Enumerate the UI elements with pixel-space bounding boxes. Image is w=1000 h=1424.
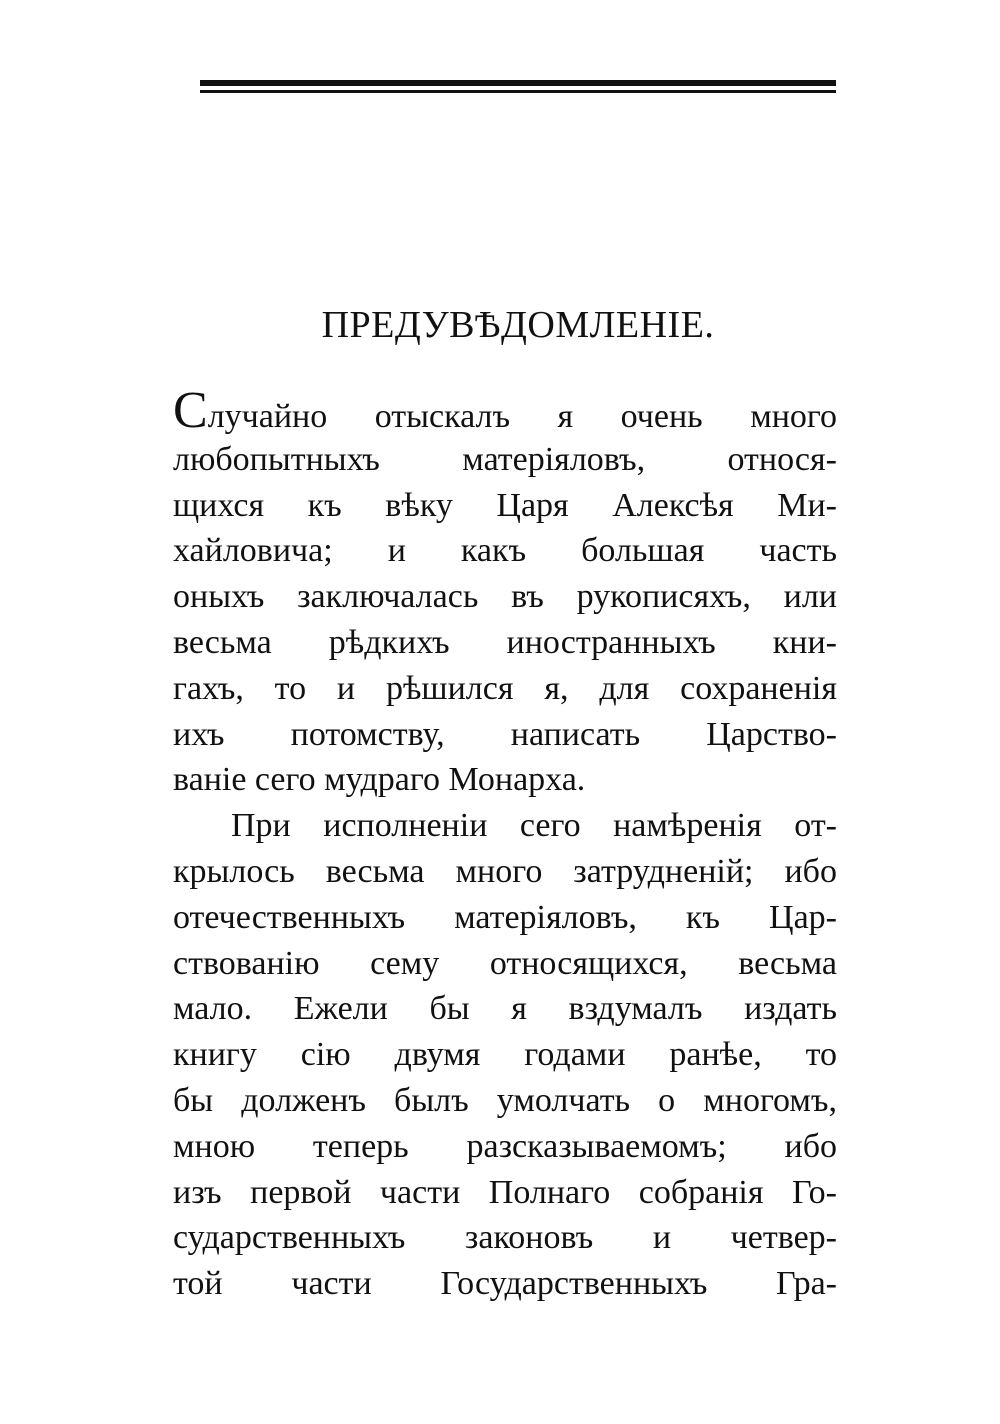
drop-cap: С	[173, 382, 208, 439]
text-line: Случайно отыскалъ я очень много	[173, 382, 837, 439]
text-line: ваніе сего мудраго Монарха.	[173, 761, 586, 799]
text-line: изъ первой части Полнаго собранія Го-	[173, 1173, 837, 1211]
text-line: ихъ потомству, написать Царство-	[173, 715, 837, 753]
text-line: мало. Ежели бы я вздумалъ издать	[173, 990, 837, 1028]
text-line: той части Государственныхъ Гра-	[173, 1265, 837, 1303]
text-line: крылось весьма много затрудненій; ибо	[173, 852, 837, 890]
text-line: оныхъ заключалась въ рукописяхъ, или	[173, 578, 837, 616]
page-heading: ПРЕДУВѢДОМЛЕНІЕ.	[321, 304, 715, 346]
text-line: отечественныхъ матеріяловъ, къ Цар-	[173, 898, 837, 936]
body-text	[173, 382, 837, 1307]
text-line: ствованію сему относящихся, весьма	[173, 944, 837, 982]
header-rule-thin	[200, 90, 836, 93]
header-rule-thick	[200, 80, 836, 86]
text-line: мною теперь разсказываемомъ; ибо	[173, 1127, 837, 1165]
text-line: весьма рѣдкихъ иностранныхъ кни-	[173, 623, 837, 661]
text-line: хайловича; и какъ большая часть	[173, 532, 837, 570]
text-line: щихся къ вѣку Царя Алексѣя Ми-	[173, 486, 837, 524]
text-line: гахъ, то и рѣшился я, для сохраненія	[173, 669, 837, 707]
text-line: любопытныхъ матеріяловъ, относя-	[173, 440, 837, 478]
text-line: сударственныхъ законовъ и четвер-	[173, 1219, 837, 1257]
text-line: книгу сію двумя годами ранѣе, то	[173, 1036, 837, 1074]
text-line: бы долженъ былъ умолчать о многомъ,	[173, 1081, 837, 1119]
text-line: При исполненіи сего намѣренія от-	[231, 807, 837, 845]
